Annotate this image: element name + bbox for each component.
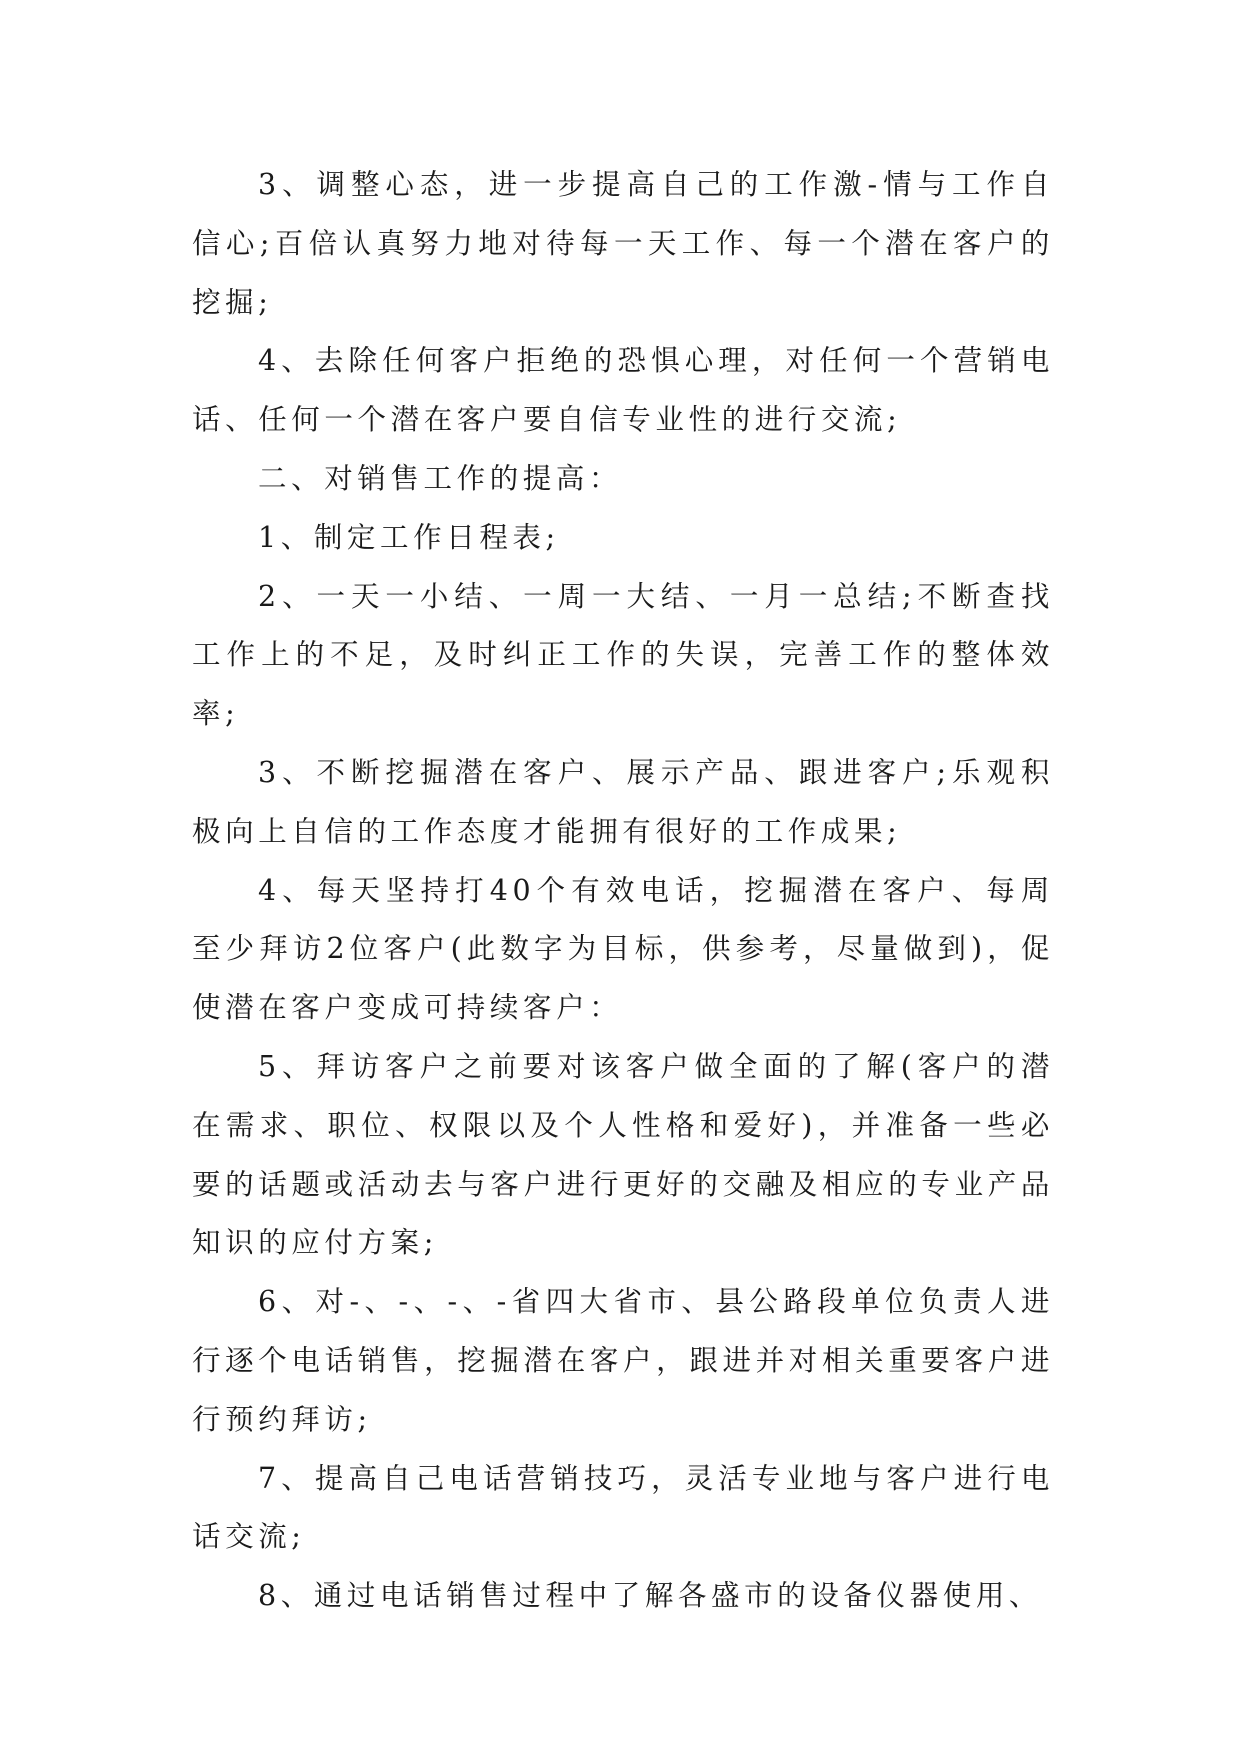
paragraph-remove-fear: 4、去除任何客户拒绝的恐惧心理，对任何一个营销电话、任何一个潜在客户要自信专业性的进行交流; [192,344,1054,437]
paragraph-dig-customers: 3、不断挖掘潜在客户、展示产品、跟进客户;乐观积极向上自信的工作态度才能拥有很好的工作成果; [192,755,1054,848]
document-body [192,156,1054,1626]
paragraph-visit-preparation: 5、拜访客户之前要对该客户做全面的了解(客户的潜在需求、职位、权限以及个人性格和爱好)，并准备一些必要的话题或活动去与客户进行更好的交融及相应的专业产品知识的应付方案; [192,1049,1054,1260]
paragraph-work-schedule: 1、制定工作日程表; [258,520,560,554]
paragraph-phone-skills: 7、提高自己电话营销技巧，灵活专业地与客户进行电话交流; [192,1461,1054,1554]
paragraph-daily-calls: 4、每天坚持打40个有效电话，挖掘潜在客户、每周至少拜访2位客户(此数字为目标，供参考，尽量做到)，促使潜在客户变成可持续客户： [192,873,1054,1025]
paragraph-summaries: 2、一天一小结、一周一大结、一月一总结;不断查找工作上的不足，及时纠正工作的失误，完善工作的整体效率; [192,579,1054,731]
paragraph-adjust-mindset: 3、调整心态，进一步提高自己的工作激-情与工作自信心;百倍认真努力地对待每一天工作、每一个潜在客户的挖掘; [192,168,1054,319]
section-heading-sales-improvement: 二、对销售工作的提高： [258,461,623,495]
paragraph-equipment-usage: 8、通过电话销售过程中了解各盛市的设备仪器使用、 [258,1579,1043,1613]
paragraph-phone-sales-provinces: 6、对-、-、-、-省四大省市、县公路段单位负责人进行逐个电话销售，挖掘潜在客户，跟进并对相关重要客户进行预约拜访; [192,1285,1054,1436]
